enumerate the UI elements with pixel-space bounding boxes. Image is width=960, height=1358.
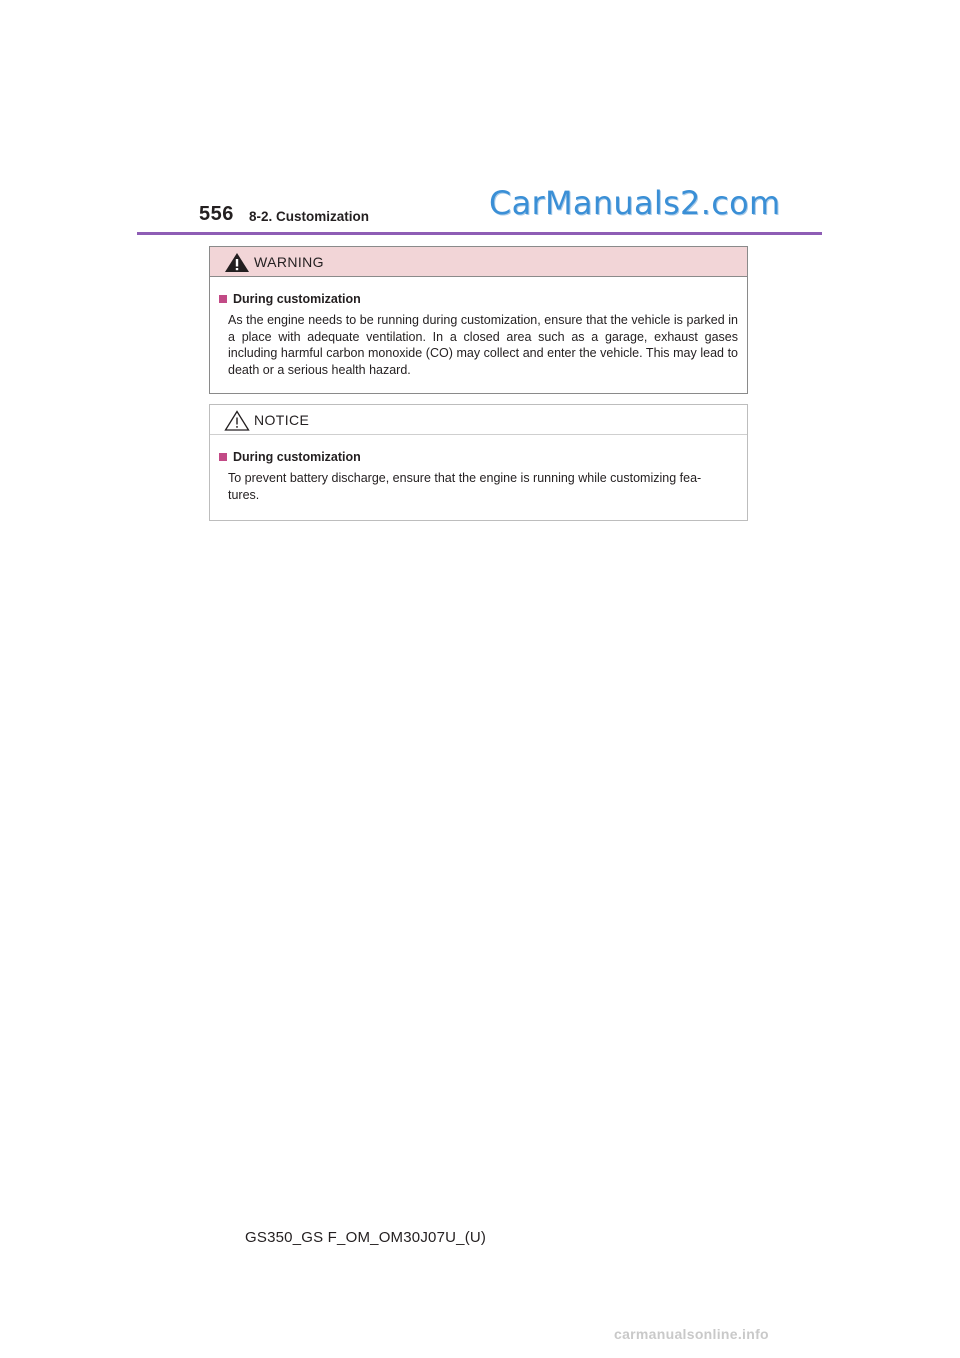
warning-box: [209, 246, 748, 394]
header-divider: [137, 232, 822, 235]
bullet-square-icon: [219, 295, 227, 303]
warning-subheading: [219, 292, 738, 306]
warning-text: As the engine needs to be running during customization, ensure that the vehicle is parked in a place with adequate ventilation. In a closed area such as a garage, exhaust gases including harmful carbon monoxide (CO) may collect and enter the vehicle. This may lead to death or a serious health hazard.: [228, 313, 738, 377]
notice-subheading-text: During customization: [233, 450, 361, 464]
page-number: 556: [199, 203, 234, 225]
watermark-footer[interactable]: carmanualsonline.info: [614, 1326, 769, 1342]
watermark-logo[interactable]: CarManuals2.com: [489, 184, 781, 222]
warning-header: [210, 247, 747, 277]
warning-triangle-icon: [224, 252, 250, 273]
notice-subheading: [219, 450, 738, 464]
notice-box: [209, 404, 748, 521]
warning-label: WARNING: [254, 254, 324, 270]
notice-header: [210, 405, 747, 435]
notice-label: NOTICE: [254, 412, 310, 428]
document-code: GS350_GS F_OM_OM30J07U_(U): [245, 1229, 487, 1246]
caution-triangle-icon: [224, 410, 250, 431]
warning-subheading-text: During customization: [233, 292, 361, 306]
notice-text: To prevent battery discharge, ensure that the engine is running while customizing fea- tures.: [228, 471, 702, 502]
section-title: 8-2. Customization: [249, 209, 370, 224]
bullet-square-icon: [219, 453, 227, 461]
